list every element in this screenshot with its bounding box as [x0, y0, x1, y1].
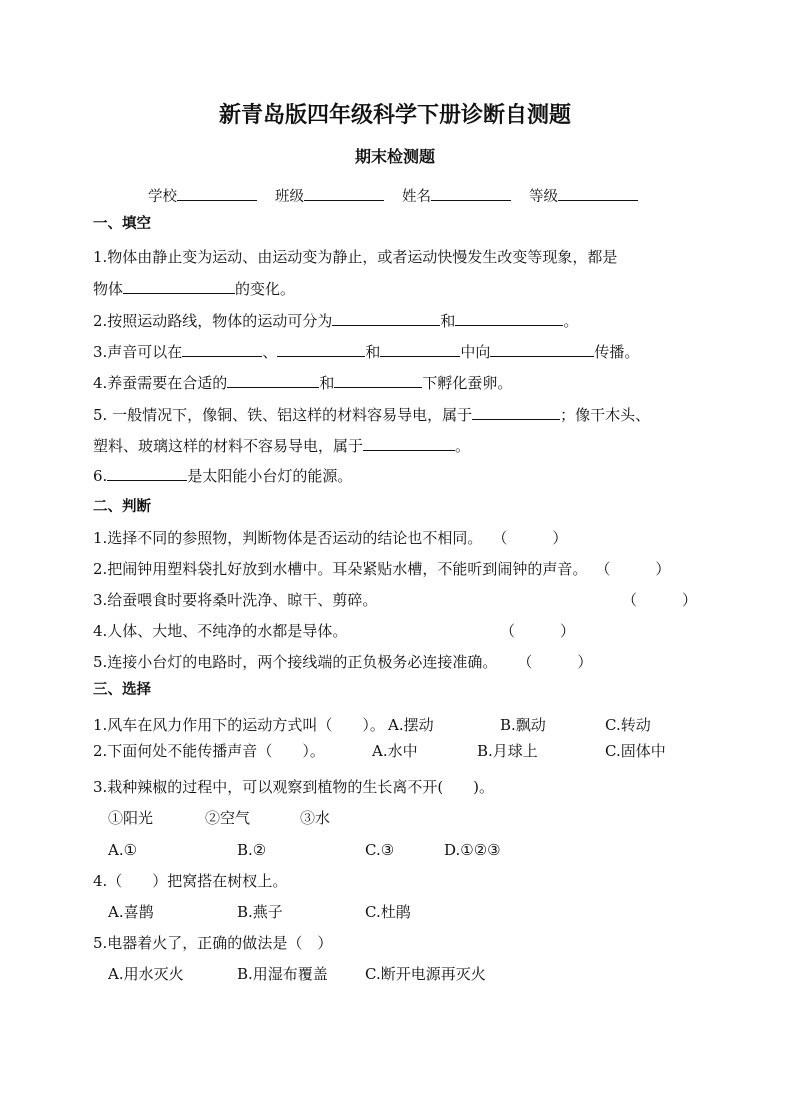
judge-q3-answer[interactable]: （ ）: [622, 591, 698, 609]
name-blank[interactable]: [431, 185, 511, 201]
choice-q5: 5.电器着火了，正确的做法是（ ）: [93, 934, 333, 952]
choice-q4-option-b[interactable]: B.燕子: [237, 903, 283, 921]
judge-q5-answer[interactable]: （ ）: [517, 653, 593, 671]
judge-q1: 1.选择不同的参照物，判断物体是否运动的结论也不相同。 （ ）: [93, 529, 568, 547]
fill-q5-blank-1[interactable]: [472, 404, 560, 420]
choice-q2-option-b[interactable]: B.月球上: [477, 742, 538, 760]
choice-q3: 3.栽种辣椒的过程中，可以观察到植物的生长离不开( )。: [93, 778, 495, 796]
fill-q5-line1: 5. 一般情况下，像铜、铁、铝这样的材料容易导电，属于 ；像干木头、: [93, 406, 651, 424]
judge-q1-answer[interactable]: （ ）: [492, 529, 568, 547]
fill-q2: 2.按照运动路线，物体的运动可分为 和 。: [93, 312, 579, 330]
school-label: 学校: [148, 189, 177, 205]
name-label: 姓名: [402, 189, 431, 205]
choice-q4-option-c[interactable]: C.杜鹃: [365, 903, 411, 921]
choice-q1-option-a[interactable]: A.摆动: [388, 716, 434, 734]
fill-q6-blank[interactable]: [107, 465, 187, 481]
fill-q5-blank-2[interactable]: [363, 435, 455, 451]
choice-q1: 1.风车在风力作用下的运动方式叫（ ）。: [93, 716, 385, 734]
choice-q1-option-b[interactable]: B.飘动: [500, 716, 546, 734]
grade-label: 等级: [529, 189, 558, 205]
fill-q4: 4.养蚕需要在合适的 和 下孵化蚕卵。: [93, 374, 513, 392]
choice-q5-option-b[interactable]: B.用湿布覆盖: [237, 965, 328, 983]
choice-q2-option-a[interactable]: A.水中: [372, 742, 418, 760]
section-heading-judge: 二、判断: [93, 499, 151, 515]
student-info-row: [148, 185, 638, 207]
choice-q3-option-a[interactable]: A.①: [108, 841, 138, 859]
choice-q5-option-c[interactable]: C.断开电源再灭火: [365, 965, 486, 983]
school-blank[interactable]: [177, 185, 257, 201]
fill-q3: 3.声音可以在 、 和 中向 传播。: [93, 343, 640, 361]
fill-q3-blank-1[interactable]: [182, 341, 262, 357]
judge-q2-answer[interactable]: （ ）: [595, 560, 671, 578]
class-label: 班级: [275, 189, 304, 205]
choice-q3-option-b[interactable]: B.②: [237, 841, 267, 859]
judge-q2: 2.把闹钟用塑料袋扎好放到水槽中。耳朵紧贴水槽，不能听到闹钟的声音。 （ ）: [93, 560, 671, 578]
class-blank[interactable]: [304, 185, 384, 201]
fill-q3-blank-4[interactable]: [490, 341, 594, 357]
section-heading-choice: 三、选择: [93, 682, 151, 698]
grade-blank[interactable]: [558, 185, 638, 201]
choice-q3-option-d[interactable]: D.①②③: [444, 841, 501, 859]
choice-q2: 2.下面何处不能传播声音（ ）。: [93, 742, 325, 760]
choice-q3-item-3: ③水: [300, 809, 331, 827]
choice-q3-item-2: ②空气: [205, 809, 251, 827]
judge-q4-answer[interactable]: （ ）: [500, 622, 576, 640]
fill-q3-blank-3[interactable]: [380, 341, 460, 357]
fill-q1-line2: 物体 的变化。: [93, 280, 296, 298]
fill-q6: 6. 是太阳能小台灯的能源。: [93, 467, 353, 485]
fill-q3-blank-2[interactable]: [277, 341, 365, 357]
page-subtitle: 期末检测题: [354, 147, 435, 166]
fill-q1-blank[interactable]: [123, 278, 235, 294]
choice-q1-option-c[interactable]: C.转动: [605, 716, 651, 734]
choice-q4: 4.（ ）把窝搭在树杈上。: [93, 872, 288, 890]
fill-q2-blank-1[interactable]: [332, 310, 440, 326]
fill-q2-blank-2[interactable]: [455, 310, 563, 326]
judge-q4: 4.人体、大地、不纯净的水都是导体。: [93, 622, 348, 640]
choice-q3-item-1: ①阳光: [108, 809, 154, 827]
section-heading-fill-in: 一、填空: [93, 216, 151, 232]
fill-q5-line2: 塑料、玻璃这样的材料不容易导电，属于 。: [93, 437, 471, 455]
fill-q4-blank-2[interactable]: [334, 372, 422, 388]
judge-q5: 5.连接小台灯的电路时，两个接线端的正负极务必连接准确。 （ ）: [93, 653, 593, 671]
choice-q3-option-c[interactable]: C.③: [365, 841, 395, 859]
page-title: 新青岛版四年级科学下册诊断自测题: [218, 103, 571, 128]
choice-q5-option-a[interactable]: A.用水灭火: [108, 965, 184, 983]
fill-q1-line1: 1.物体由静止变为运动、由运动变为静止，或者运动快慢发生改变等现象，都是: [93, 248, 618, 266]
fill-q4-blank-1[interactable]: [227, 372, 319, 388]
choice-q4-option-a[interactable]: A.喜鹊: [108, 903, 154, 921]
judge-q3: 3.给蚕喂食时要将桑叶洗净、晾干、剪碎。: [93, 591, 378, 609]
choice-q2-option-c[interactable]: C.固体中: [605, 742, 666, 760]
